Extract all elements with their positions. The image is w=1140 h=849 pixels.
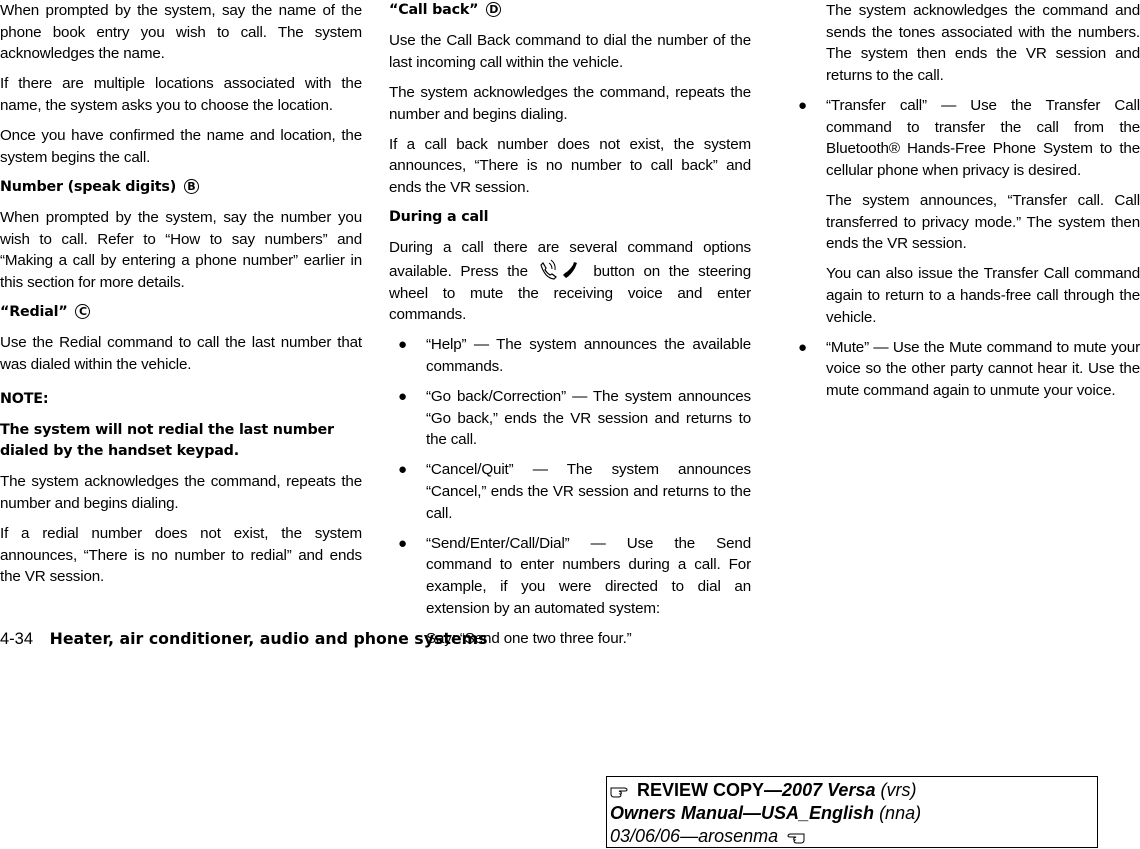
pointing-hand-icon bbox=[610, 782, 632, 798]
bullet-go-back-text: “Go back/Correction” — The system announces “Go back,” ends the VR session and returns to the call. bbox=[426, 388, 751, 449]
section-title: Heater, air conditioner, audio and phone systems bbox=[49, 629, 488, 648]
review-manual-code: (nna) bbox=[874, 803, 922, 823]
note-text: The system will not redial the last number dialed by the handset keypad. bbox=[0, 421, 334, 460]
callout-marker-b: B bbox=[184, 179, 199, 194]
bullet-transfer-text: “Transfer call” — Use the Transfer Call command to transfer the call from the Bluetooth® Hands-Free Phone System to the cellular phone when privacy is desired. bbox=[826, 96, 1140, 179]
review-date-author: 03/06/06—arosenma bbox=[610, 826, 779, 846]
bullet-dot-icon: ● bbox=[398, 461, 407, 479]
heading-redial bbox=[0, 302, 362, 324]
bullet-dot-icon: ● bbox=[798, 338, 807, 356]
heading-during-a-call: During a call bbox=[389, 209, 489, 226]
pointing-hand-left-icon bbox=[783, 828, 805, 844]
review-line-2 bbox=[610, 802, 1097, 825]
bullet-dot-icon: ● bbox=[398, 534, 407, 552]
column-right bbox=[789, 0, 1140, 410]
review-manual-name: Owners Manual—USA_English bbox=[610, 803, 875, 823]
talk-phone-icon bbox=[537, 259, 585, 281]
paragraph-callback-acknowledge: The system acknowledges the command, repeats the number and begins dialing. bbox=[389, 83, 751, 123]
paragraph-say-example: Say: “Send one two three four.” bbox=[426, 629, 632, 647]
paragraph-during-call bbox=[389, 237, 751, 325]
paragraph-multiple-locations: If there are multiple locations associated with the name, the system asks you to choose the location. bbox=[0, 75, 362, 114]
during-call-text-after: button on the steering wheel to mute the receiving voice and enter commands. bbox=[389, 262, 752, 324]
paragraph-callback-not-exist: If a call back number does not exist, the system announces, “There is no number to call back” and ends the VR session. bbox=[389, 135, 751, 196]
bullet-send-text: “Send/Enter/Call/Dial” — Use the Send command to enter numbers during a call. For example, if you were directed to dial an extension by an automated system: bbox=[426, 534, 751, 617]
bullet-cancel-quit bbox=[389, 459, 751, 524]
bullet-help-text: “Help” — The system announces the available commands. bbox=[426, 336, 751, 375]
paragraph-transfer-again: You can also issue the Transfer Call command again to return to a hands-free call through the vehicle. bbox=[826, 265, 1140, 326]
heading-call-back bbox=[389, 0, 751, 22]
bullet-mute-text: “Mute” — Use the Mute command to mute your voice so the other party cannot hear it. Use the mute command again to unmute your voice. bbox=[826, 338, 1140, 399]
paragraph-transfer-announce: The system announces, “Transfer call. Call transferred to privacy mode.” The system then ends the VR session. bbox=[826, 191, 1140, 253]
review-model: 2007 Versa bbox=[782, 780, 876, 800]
review-line-3 bbox=[610, 825, 1097, 848]
bullet-send bbox=[389, 533, 751, 619]
bullet-dot-icon: ● bbox=[398, 388, 407, 406]
bullet-help bbox=[389, 334, 751, 377]
callout-marker-c: C bbox=[75, 304, 90, 319]
page-number: 4-34 bbox=[0, 630, 34, 648]
paragraph-send-tones: The system acknowledges the command and sends the tones associated with the numbers. The system then ends the VR session and returns to the call. bbox=[826, 2, 1140, 84]
callout-marker-d: D bbox=[486, 2, 501, 17]
bullet-transfer-call bbox=[789, 95, 1140, 181]
column-middle bbox=[389, 0, 751, 658]
during-call-text-before: During a call there are several command options available. Press the bbox=[389, 239, 751, 280]
review-copy-stamp bbox=[606, 776, 1098, 848]
heading-callback-text: “Call back” bbox=[389, 2, 479, 18]
paragraph-redial-acknowledge: The system acknowledges the command, repeats the number and begins dialing. bbox=[0, 473, 362, 513]
bullet-dot-icon: ● bbox=[798, 96, 807, 114]
heading-number-speak-digits bbox=[0, 177, 362, 199]
page-footer bbox=[0, 628, 1140, 650]
review-line-1 bbox=[610, 779, 1097, 802]
paragraph-callback-usage: Use the Call Back command to dial the number of the last incoming call within the vehicle. bbox=[389, 32, 751, 71]
column-left bbox=[0, 0, 362, 597]
paragraph-redial-not-exist: If a redial number does not exist, the system announces, “There is no number to redial” and ends the VR session. bbox=[0, 525, 362, 586]
review-model-code: (vrs) bbox=[875, 780, 917, 800]
bullet-go-back bbox=[389, 386, 751, 451]
bullet-mute bbox=[789, 337, 1140, 402]
bullet-dot-icon: ● bbox=[398, 336, 407, 354]
paragraph-confirm-location: Once you have confirmed the name and location, the system begins the call. bbox=[0, 127, 362, 166]
heading-redial-text: “Redial” bbox=[0, 304, 68, 321]
heading-number-text: Number (speak digits) bbox=[0, 178, 177, 195]
review-copy-label: REVIEW COPY— bbox=[637, 780, 783, 800]
paragraph-redial-usage: Use the Redial command to call the last number that was dialed within the vehicle. bbox=[0, 334, 362, 373]
paragraph-phonebook-entry: When prompted by the system, say the name of the phone book entry you wish to call. The system acknowledges the name. bbox=[0, 2, 362, 63]
note-label: NOTE: bbox=[0, 391, 49, 408]
bullet-cancel-quit-text: “Cancel/Quit” — The system announces “Cancel,” ends the VR session and returns to the call. bbox=[426, 461, 751, 522]
paragraph-number-prompt: When prompted by the system, say the number you wish to call. Refer to “How to say numbers” and “Making a call by entering a phone number” earlier in this section for more details. bbox=[0, 209, 362, 291]
